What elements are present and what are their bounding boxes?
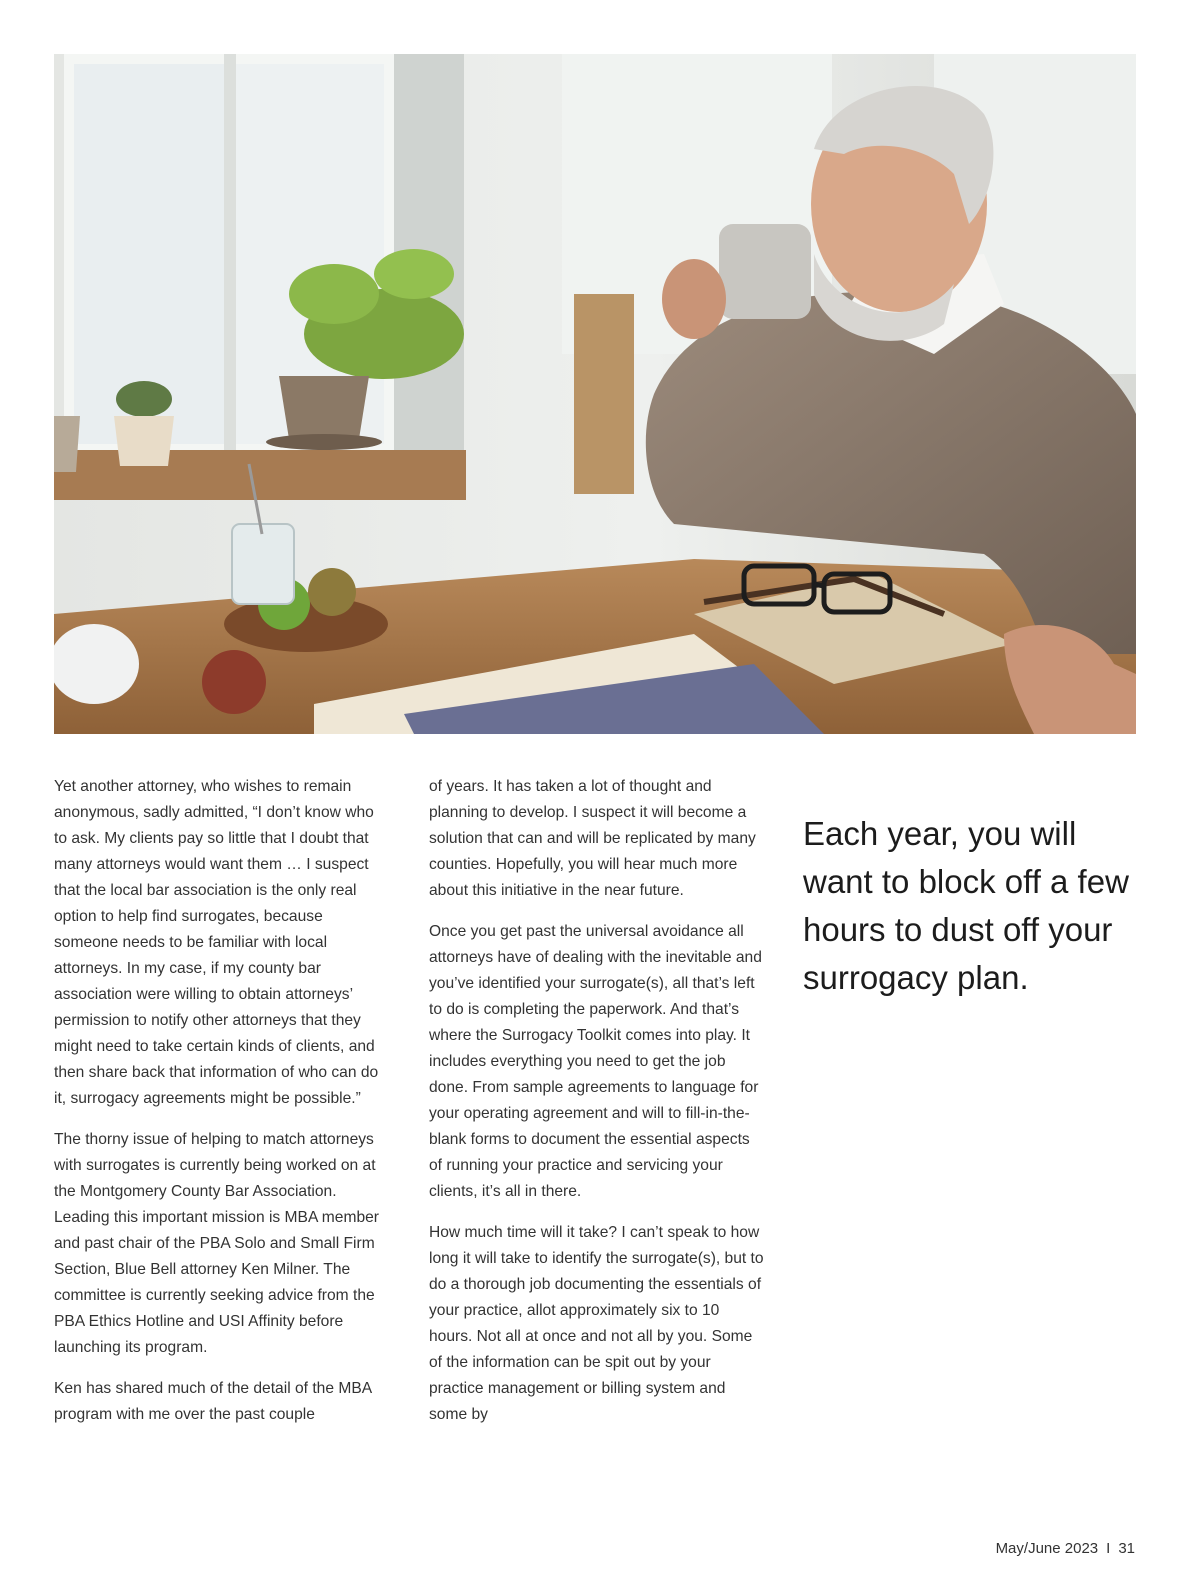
article-column-1 (54, 774, 390, 1443)
page-footer (996, 1540, 1135, 1557)
article-paragraph: How much time will it take? I can’t speak to how long it will take to identify the surrogate(s), but to do a thorough job documenting the essentials of your practice, allot approximately six to 10 hours. Not all at once and not all by you. Some of the information can be spit out by your practice management or billing system and some by (429, 1224, 764, 1423)
article-paragraph: of years. It has taken a lot of thought and planning to develop. I suspect it will become a solution that can and will be replicated by many counties. Hopefully, you will hear much more about this initiative in the near future. (429, 778, 756, 899)
hero-photo (54, 54, 1136, 734)
article-column-2 (429, 774, 765, 1443)
man-drinking-coffee-illustration (54, 54, 1136, 734)
article-paragraph: The thorny issue of helping to match attorneys with surrogates is currently being worked on at the Montgomery County Bar Association. Leading this important mission is MBA member and past chair of the PBA Solo and Small Firm Section, Blue Bell attorney Ken Milner. The committee is currently seeking advice from the PBA Ethics Hotline and USI Affinity before launching its program. (54, 1131, 380, 1356)
article-paragraph: Ken has shared much of the detail of the MBA program with me over the past couple (54, 1380, 372, 1423)
article-paragraph: Once you get past the universal avoidance all attorneys have of dealing with the inevitable and you’ve identified your surrogate(s), all that’s left to do is completing the paperwork. And that’s where the Surrogacy Toolkit comes into play. It includes everything you need to get the job done. From sample agreements to language for your operating agreement and will to fill-in-the-blank forms to document the essential aspects of running your practice and servicing your clients, it’s all in there. (429, 923, 762, 1200)
article-paragraph: Yet another attorney, who wishes to remain anonymous, sadly admitted, “I don’t know who to ask. My clients pay so little that I doubt that many attorneys would want them … I suspect that the local bar association is the only real option to help find surrogates, because someone needs to be familiar with local attorneys. In my case, if my county bar association were willing to obtain attorneys’ permission to notify other attorneys that they might need to take certain kinds of clients, and then share back that information of who can do it, surrogacy agreements might be possible.” (54, 778, 379, 1107)
footer-separator: I (1106, 1540, 1111, 1557)
page-number: 31 (1118, 1540, 1135, 1557)
issue-date: May/June 2023 (995, 1540, 1099, 1557)
pull-quote: Each year, you will want to block off a few hours to dust off your surrogacy plan. (803, 815, 1129, 996)
